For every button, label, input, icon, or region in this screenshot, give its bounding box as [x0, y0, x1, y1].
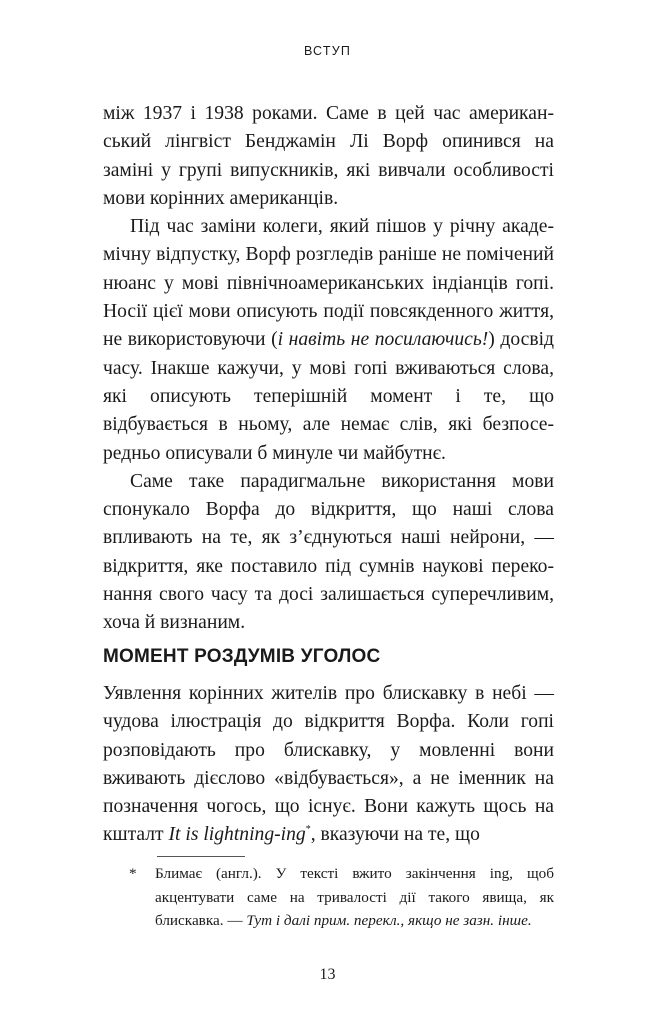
paragraph-1: між 1937 і 1938 роками. Саме в цей час американський лінгвіст Бенджамін Лі Ворф опинився на заміні у групі випускників, які вивчали особливості мови корінних американців.	[103, 103, 554, 209]
paragraph-2-text-b: ) досвід часу. Інакше кажучи, у мові гопі вживаються слова, які описують теперішній момент і те, що відбувається в ньому, але немає слів, які безпосередньо описували б минуле чи майбутнє.	[103, 329, 554, 464]
footnote-rule	[157, 856, 245, 857]
paragraph-2-emphasis: і навіть не посилаючись!	[277, 329, 489, 351]
paragraph-2	[103, 213, 554, 468]
section-paragraph	[103, 680, 554, 850]
section-paragraph-emphasis: It is lightning-ing	[168, 824, 306, 846]
paragraph-3: Саме таке парадигмальне використання мови спонукало Ворфа до відкриття, що наші слова впливають на те, як з’єднуються наші нейрони, — відкриття, яке поставило під сумнів наукові переконання свого часу та досі залишається суперечливим, хоча й визнаним.	[103, 470, 554, 634]
footnote	[129, 862, 554, 933]
main-text	[103, 100, 554, 638]
section-heading: МОМЕНТ РОЗДУМІВ УГОЛОС	[103, 646, 381, 667]
footnote-text	[129, 862, 554, 933]
footnote-emphasis: Тут і далі прим. перекл., якщо не зазн. інше.	[246, 912, 532, 929]
section-paragraph-text-b: , вказуючи на те, що	[310, 824, 480, 846]
footnote-marker: *	[129, 865, 137, 882]
footnote-reference: *	[305, 824, 311, 836]
paragraph-2-text-a: Під час заміни колеги, який пішов у річну академічну відпустку, Ворф розгледів раніше не помічений нюанс у мові північноамериканських індіанців гопі. Носії цієї мови описують події повсякденного життя, не використовуючи (	[103, 216, 554, 351]
running-head: ВСТУП	[303, 44, 352, 58]
page-number: 13	[319, 966, 336, 983]
section-paragraph-text-a: Уявлення корінних жителів про блискавку в небі — чудова ілюстрація до відкриття Ворфа. Коли гопі розповідають про блискавку, у мовленні вони вживають дієслово «відбувається», а не іменник на позначення чогось, що існує. Вони кажуть щось на кшталт	[103, 683, 554, 846]
footnote-text-a: Блимає (англ.). У тексті вжито закінчення ing, щоб акцентувати саме на тривалості дії такого явища, як блискавка. —	[155, 865, 554, 929]
section-text	[103, 680, 554, 850]
